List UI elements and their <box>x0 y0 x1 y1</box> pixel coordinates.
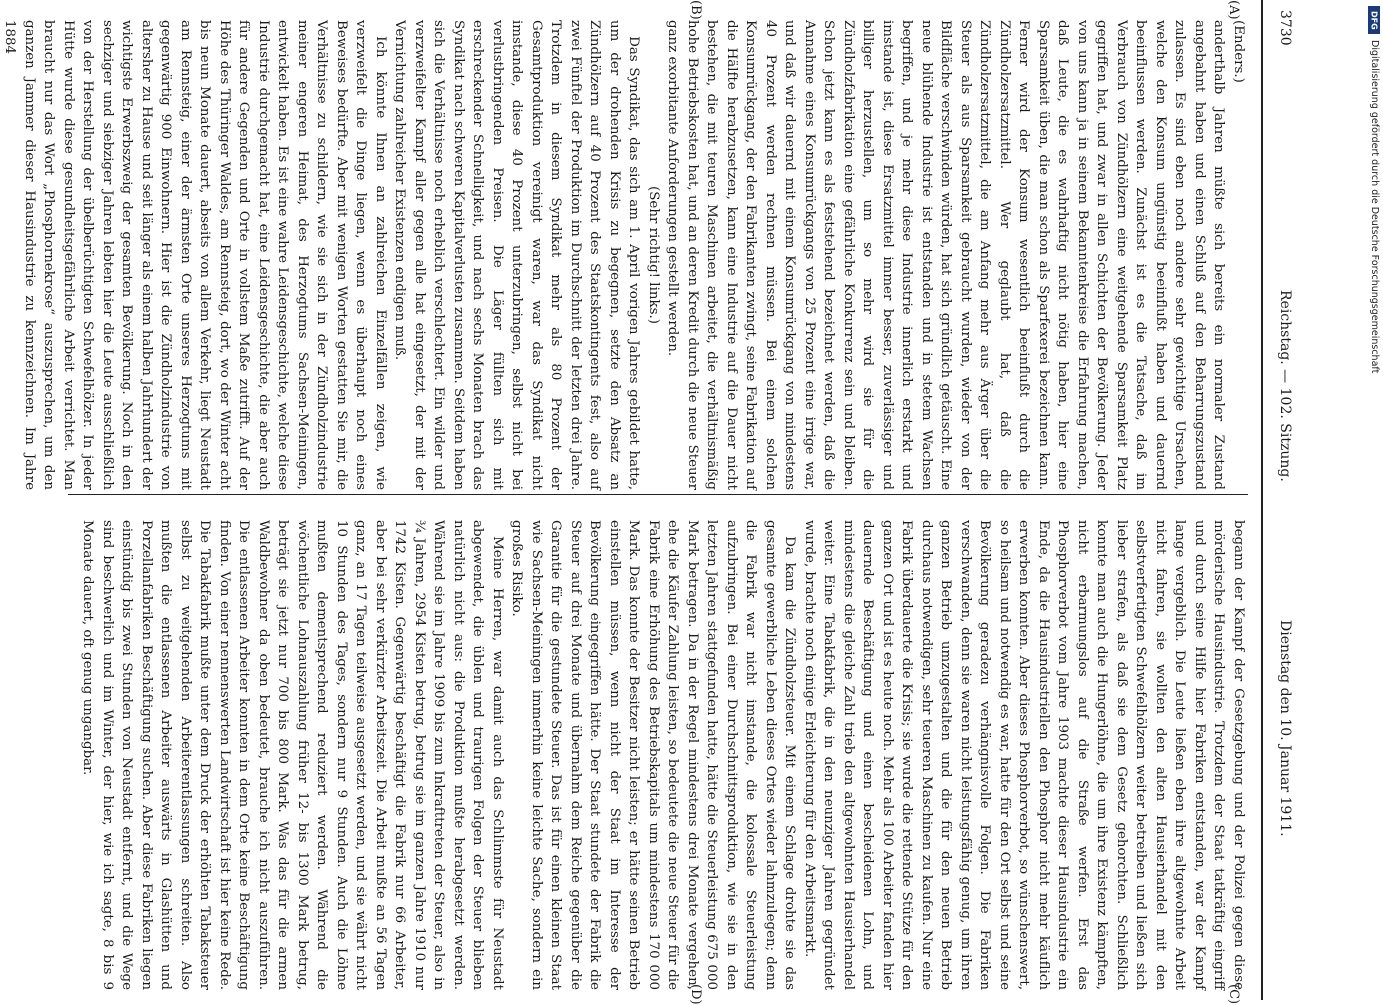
speaker-note: (Enders.) <box>1231 20 1246 83</box>
digitization-sidebar <box>1368 6 1380 996</box>
paragraph: anderthalb Jahren müßte sich bereits ein normaler Zustand angebahnt haben und einen Schluß auf den Beharrungszustand zulassen. Es sind eben noch andere sehr gewichtige Ursachen, welche den Konsum ungünstig beeinflußt haben und dauernd beeinflussen werden. Zunächst ist es die Tatsache, daß im Verbrauch von Zündhölzern eine weitgehende Sparsamkeit Platz gegriffen hat, und zwar in allen Schichten der Bevölkerung. Jeder von uns kann ja in seinem Bekanntenkreise die Erfahrung machen, daß Leute, die es wahrhaftig nicht nötig haben, hier eine Sparsamkeit üben, die man schon als Sparfexerei bezeichnen kann. Ferner wird der Konsum wesentlich beeinflußt durch die Zündholzersatzmittel. Wer geglaubt hat, daß die Zündholzersatzmittel, die am Anfang mehr aus Ärger über die Steuer als aus Sparsamkeit gebraucht wurden, wieder von der Bildfläche verschwinden würden, hat sich gründlich getäuscht. Eine neue blühende Industrie ist entstanden und in stetem Wachsen begriffen, und je mehr diese Industrie innerlich erstarkt und imstande ist, diese Ersatzmittel immer besser, zuverlässiger und billiger herzustellen, um so mehr wird sie für die Zündholzfabrikation eine gefährliche Konkurrenz sein und bleiben. Schon jetzt kann es als feststehend bezeichnet werden, daß die Annahme eines Konsumrückgangs von 25 Prozent eine irrige war, und daß wir dauernd mit einem Konsumrückgang von mindestens 40 Prozent werden rechnen müssen. Bei einem solchen Konsumrückgang, der den Fabrikanten zwingt, seine Fabrikation auf die Hälfte herabzusetzen, kann eine Industrie auf die Dauer nicht bestehen, die mit teuren Maschinen arbeitet, die verhältnismäßig hohe Betriebskosten hat, und an deren Kredit durch die neue Steuer ganz exorbitante Anforderungen gestellt werden. <box>665 20 1227 490</box>
header-left-title: Reichstag. — 102. Sitzung. <box>1277 290 1293 482</box>
paragraph: Meine Herren, war damit auch das Schlimmste für Neustadt abgewendet, die üblen und traurigen Folgen der Steuer blieben natürlich nicht aus: die Produktion mußte herabgesetzt werden. Während sie im Jahre 1909 bis zum Inkrafttreten der Steuer, also in ¾ Jahren, 2954 Kisten betrug, betrug sie im ganzen Jahre 1910 nur 1742 Kisten. Gegenwärtig beschäftigt die Fabrik nur 66 Arbeiter, aber bei sehr verkürzter Arbeitszeit. Die Arbeit mußte an 56 Tagen ganz, an 17 Tagen teilweise ausgesetzt werden, und sie währt nicht 10 Stunden des Tages, sondern nur 9 Stunden. Auch die Löhne mußten dementsprechend reduziert werden. Während die wöchentliche Lohnauszahlung früher 12- bis 1300 Mark betrug, beträgt sie jetzt nur 700 bis 800 Mark. Was das für die armen Waldbewohner da oben bedeutet, brauche ich nicht auszuführen. Die entlassenen Arbeiter konnten in dem Orte keine Beschäftigung finden. Von einer nennenswerten Landwirtschaft ist hier keine Rede. Die Tabakfabrik mußte unter dem Druck der erhöhten Tabaksteuer selbst zu weitgehenden Arbeiterentlassungen schreiten. Also mußten die entlassenen Arbeiter auswärts in Glashütten und Porzellanfabriken Beschäftigung suchen. Aber diese Fabriken liegen einstündig bis zwei Stunden von Neustadt entfernt, und die Wege sind beschwerlich und im Winter, der hier, wie ich sagte, 8 bis 9 Monate dauert, oft genug ungangbar. <box>80 520 505 990</box>
margin-marker-c: (C) <box>1226 984 1241 1005</box>
paragraph: Ich könnte Ihnen an zahlreichen Einzelfällen zeigen, wie verzweifelt die Dinge liegen, wenn es überhaupt noch eines Beweises bedürfte. Aber mit wenigen Worten gestatten Sie mir, die Verhältnisse zu schildern, wie sie sich in der Zündholzindustrie meiner engeren Heimat, des Herzogtums Sachsen-Meiningen, entwickelt haben. Es ist eine wahre Leidensgeschichte, welche diese Industrie durchgemacht hat, eine Leidensgeschichte, die aber auch für andere Gegenden und Orte in vollstem Maße zutrifft. Auf der Höhe des Thüringer Waldes, am Rennsteig, dort, wo der Winter acht bis neun Monate dauert, abseits von allem Verkehr, liegt Neustadt am Rennsteig, einer der ärmsten Orte unseres Herzogtums mit gegenwärtig 900 Einwohnern. Hier ist die Zündholzindustrie von altersher zu Hause und seit länger als einem halben Jahrhundert der wichtigste Erwerbszweig der gesamten Bevölkerung. Noch in den sechziger und siebziger Jahren lebten hier die Leute ausschließlich von der Herstellung der übelberüchtigten Schwefelhölzer. In jeder Hütte wurde diese gesundheitsgefährliche Arbeit verrichtet. Man braucht nur das Wort „Phosphornekrose“ auszusprechen, um den ganzen Jammer dieser Hausindustrie zu kennzeichnen. Im Jahre 1884 <box>2 20 388 490</box>
digitization-credit: Digitalisierung gefördert durch die Deutsche Forschungsgemeinschaft <box>1369 40 1380 374</box>
right-column <box>68 520 1248 990</box>
paragraph: begann der Kampf der Gesetzgebung und der Polizei gegen diese mörderische Hausindustrie. Trotzdem der Staat tatkräftig eingriff und durch seine Hilfe hier Fabriken entstanden, war der Kampf lange vergeblich. Die Leute ließen eben ihre altgewohnte Arbeit nicht fahren, sie wollten den alten Hausierhandel mit den selbstverfertigten Schwefelhölzern weiter betreiben und ließen sich lieber strafen, als daß sie dem Gesetz gehorchten. Schließlich konnte man auch die Hungerlöhne, die um ihre Existenz kämpften, nicht erbarmungslos auf die Straße werfen. Erst das Phosphorverbot vom Jahre 1903 machte dieser Hausindustrie ein Ende, da die Hausindustriellen den Phosphor nicht mehr käuflich erwerben konnten. Aber dieses Phosphorverbot, so wünschenswert, so heilsam und notwendig es war, hatte für den Ort selbst und seine Bevölkerung geradezu verhängnisvolle Folgen. Die Fabriken verschwanden, denn sie waren nicht leistungsfähig genug, um ihren ganzen Betrieb umzugestalten und die für den neuen Betrieb durchaus notwendigen, sehr teueren Maschinen zu kaufen. Nur eine Fabrik überdauerte die Krisis; sie wurde die rettende Stütze für den ganzen Ort und ist es heute noch. Mehr als 100 Arbeiter fanden hier dauernde Beschäftigung und einen bescheidenen Lohn, und mindestens die gleiche Zahl trieb den altgewohnten Hausierhandel weiter. Eine Tabakfabrik, die in den neunziger Jahren gegründet wurde, brachte noch einige Erleichterung für den Arbeitsmarkt. <box>802 520 1246 990</box>
page-header <box>1261 0 1303 1000</box>
header-right-title: Dienstag den 10. Januar 1911. <box>1277 620 1293 837</box>
left-column <box>2 20 1248 490</box>
document-page <box>2 0 1303 1005</box>
paragraph: Da kam die Zündholzsteuer. Mit einem Schlage drohte sie das gesamte gewerbliche Leben dieses Ortes wieder lahmzulegen; denn die Fabrik war nicht imstande, die kolossale Steuerleistung aufzubringen. Bei einer Durchschnittsproduktion, wie sie in den letzten Jahren stattgefunden hatte, hätte die Steuerleistung 675 000 Mark betragen. Da in der Regel mindestens drei Monate vergehen, ehe die Käufer Zahlung leisten, so bedeutete die neue Steuer für die Fabrik eine Erhöhung des Betriebskapitals um mindestens 170 000 Mark. Das konnte der Besitzer nicht leisten; er hätte seinen Betrieb einstellen müssen, wenn nicht der Staat im Interesse der Bevölkerung eingegriffen hätte. Der Staat stundete der Fabrik die Steuer auf drei Monate und übernahm dem Reiche gegenüber die Garantie für die gestundete Steuer. Das ist für einen kleinen Staat wie Sachsen-Meiningen immerhin keine leichte Sache, sondern ein großes Risiko. <box>509 520 798 990</box>
margin-marker-b: (B) <box>688 0 703 20</box>
applause-note: (Sehr richtig! links.) <box>646 186 661 324</box>
paragraph: Das Syndikat, das sich am 1. April vorigen Jahres gebildet hatte, um der drohenden Krisis zu begegnen, setzte den Absatz an Zündhölzern auf 40 Prozent des Staatskontingents fest, also auf zwei Fünftel der Produktion im Durchschnitt der letzten drei Jahre. Trotzdem in diesem Syndikat mehr als 80 Prozent der Gesamtproduktion vereinigt waren, war das Syndikat nicht imstande, diese 40 Prozent unterzubringen, selbst nicht bei verlustbringenden Preisen. Die Läger füllten sich mit erschreckender Schnelligkeit, und nach sechs Monaten brach das Syndikat nach schweren Kapitalverlusten zusammen. Seitdem haben sich die Verhältnisse noch erheblich verschlechtert. Ein wilder und verzweifelter Kampf aller gegen alle hat eingesetzt, der mit der Vernichtung zahlreicher Existenzen endigen muß. <box>392 20 642 490</box>
column-divider <box>68 494 1248 495</box>
margin-marker-a: (A) <box>1226 0 1241 20</box>
dfg-logo-icon: DFG <box>1368 6 1380 34</box>
margin-marker-d: (D) <box>688 984 703 1005</box>
page-number: 3730 <box>1277 10 1293 46</box>
